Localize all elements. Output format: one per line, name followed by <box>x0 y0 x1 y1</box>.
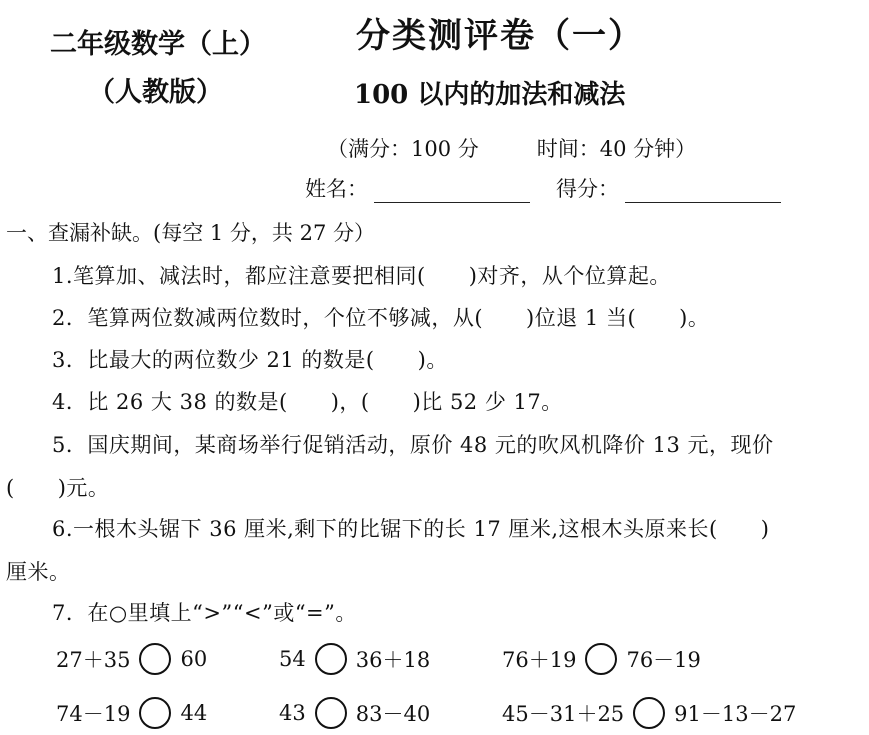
answer-circle[interactable] <box>633 697 665 729</box>
comparison-right: 83－40 <box>355 702 431 726</box>
answer-circle[interactable] <box>585 643 617 675</box>
score-blank[interactable] <box>625 178 781 203</box>
comparison-left: 43 <box>279 701 306 725</box>
comparison-item <box>56 643 207 675</box>
name-label: 姓名： <box>305 177 368 201</box>
question-5-line-2: ( )元。 <box>6 476 110 500</box>
name-blank[interactable] <box>374 178 530 203</box>
section-heading: 一、查漏补缺。(每空 1 分，共 27 分） <box>6 221 375 245</box>
edition-label: （人教版） <box>88 77 223 108</box>
name-field[interactable] <box>305 173 530 203</box>
time-limit: 时间：40 分钟） <box>536 137 697 161</box>
answer-circle[interactable] <box>139 697 171 729</box>
answer-circle[interactable] <box>139 643 171 675</box>
comparison-left: 76＋19 <box>502 648 577 672</box>
comparison-right: 36＋18 <box>355 648 431 672</box>
comparison-right: 91－13－27 <box>674 702 797 726</box>
grade-label: 二年级数学（上） <box>50 29 266 60</box>
score-label: 得分： <box>556 177 619 201</box>
question-1: 1.笔算加、减法时，都应注意要把相同( )对齐，从个位算起。 <box>52 264 671 288</box>
comparison-item <box>502 697 796 729</box>
question-6-line-1: 6.一根木头锯下 36 厘米,剩下的比锯下的长 17 厘米,这根木头原来长( ) <box>52 517 770 541</box>
exam-meta <box>327 133 696 163</box>
comparison-right: 60 <box>180 647 208 671</box>
page-title: 分类测评卷（一） <box>356 16 644 56</box>
question-2: 2．笔算两位数减两位数时，个位不够减，从( )位退 1 当( )。 <box>52 306 710 330</box>
comparison-left: 27＋35 <box>56 648 131 672</box>
question-3: 3．比最大的两位数少 21 的数是( )。 <box>52 348 448 372</box>
page-subtitle: 100 以内的加法和减法 <box>354 80 626 110</box>
answer-circle[interactable] <box>315 697 347 729</box>
question-4: 4．比 26 大 38 的数是( )，( )比 52 少 17。 <box>52 390 563 414</box>
comparison-item <box>56 697 207 729</box>
answer-circle[interactable] <box>315 643 347 675</box>
full-score: （满分：100 分 <box>327 137 479 161</box>
comparison-item <box>279 697 430 729</box>
comparison-left: 54 <box>279 647 306 671</box>
comparison-right: 44 <box>180 701 208 725</box>
score-field[interactable] <box>556 173 781 203</box>
comparison-item <box>502 643 701 675</box>
question-6-line-2: 厘米。 <box>6 560 71 584</box>
comparison-right: 76－19 <box>626 648 701 672</box>
question-7: 7．在○里填上“>”“<”或“=”。 <box>52 601 357 625</box>
question-5-line-1: 5．国庆期间，某商场举行促销活动，原价 48 元的吹风机降价 13 元，现价 <box>52 433 774 457</box>
comparison-left: 45－31＋25 <box>502 702 625 726</box>
comparison-left: 74－19 <box>56 702 131 726</box>
comparison-item <box>279 643 430 675</box>
